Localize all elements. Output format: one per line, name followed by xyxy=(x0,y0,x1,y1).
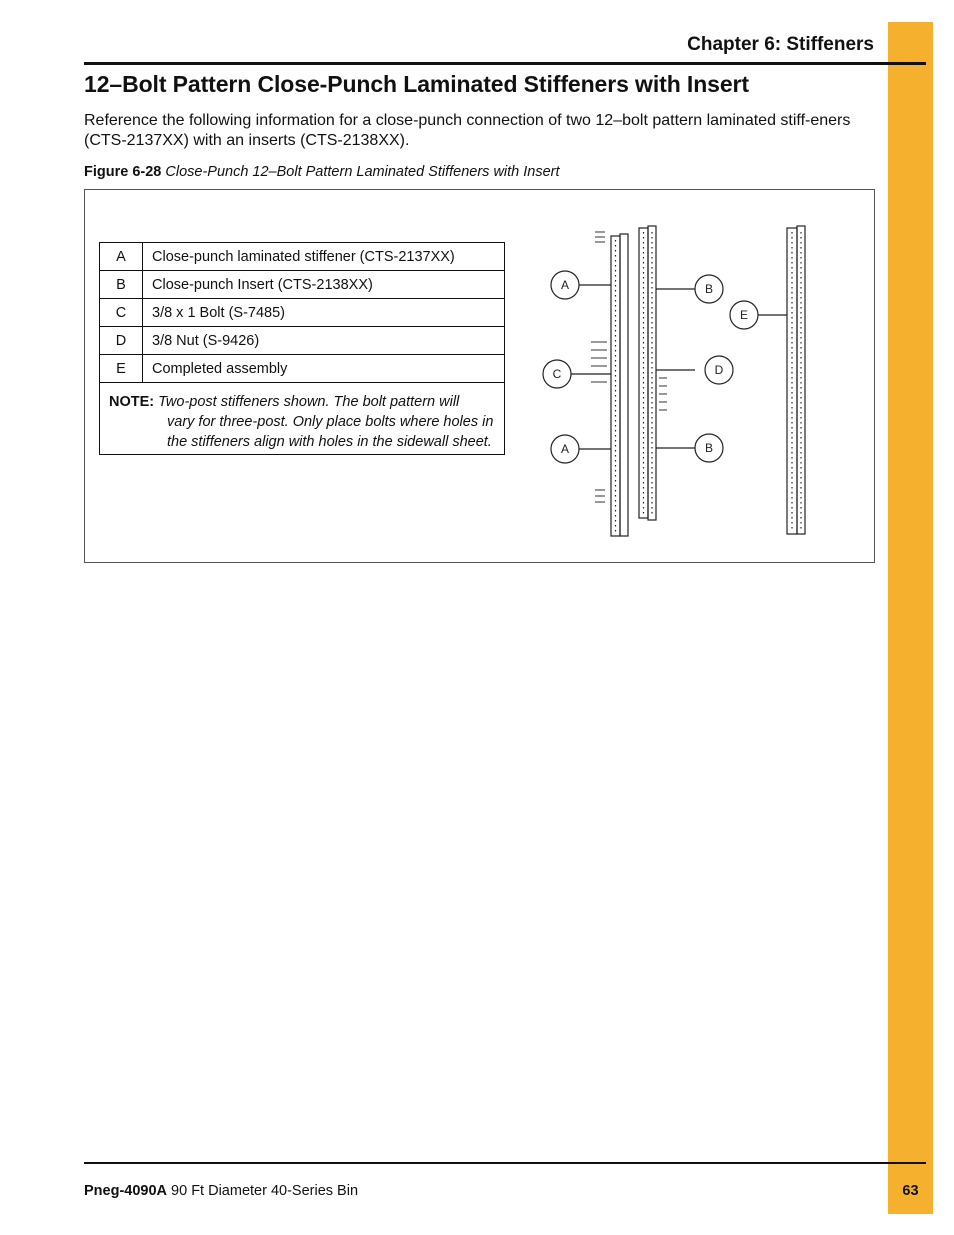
legend-desc: Close-punch laminated stiffener (CTS-2137XX) xyxy=(152,248,455,265)
note-text-rest: vary for three-post. Only place bolts where holes in the stiffeners align with holes in the sidewall sheet. xyxy=(167,414,494,450)
bolt-group xyxy=(591,232,607,502)
callout-c xyxy=(543,360,571,388)
stiffener-a-post xyxy=(611,234,628,536)
figure-caption-text: Close-Punch 12–Bolt Pattern Laminated Stiffeners with Insert xyxy=(165,164,560,180)
assembly-e-post xyxy=(787,226,805,534)
legend-row xyxy=(100,327,504,355)
svg-text:E: E xyxy=(739,308,749,322)
page-number: 63 xyxy=(902,1183,919,1199)
legend-desc: Close-punch Insert (CTS-2138XX) xyxy=(152,276,373,293)
legend-key: A xyxy=(100,243,143,270)
callout-a-top xyxy=(551,271,579,299)
legend-row xyxy=(100,299,504,327)
legend-table xyxy=(99,242,505,455)
stiffener-diagram xyxy=(525,220,865,545)
legend-row xyxy=(100,243,504,271)
legend-key: D xyxy=(100,327,143,354)
note-text-first: Two-post stiffeners shown. The bolt pattern will xyxy=(158,394,460,410)
doc-title: 90 Ft Diameter 40-Series Bin xyxy=(167,1183,359,1199)
stiffener-b-post xyxy=(639,226,656,520)
legend-key: E xyxy=(100,355,143,382)
callout-d xyxy=(705,356,733,384)
legend-desc: Completed assembly xyxy=(152,360,288,377)
note-label: NOTE: xyxy=(109,394,155,410)
svg-text:D: D xyxy=(714,363,724,377)
figure-caption xyxy=(84,164,560,180)
legend-desc: 3/8 Nut (S-9426) xyxy=(152,332,260,349)
svg-text:C: C xyxy=(552,367,562,381)
doc-id: Pneg-4090A xyxy=(84,1183,168,1199)
callout-b-top xyxy=(695,275,723,303)
callout-a-bottom xyxy=(551,435,579,463)
intro-paragraph: Reference the following information for a close-punch connection of two 12–bolt pattern laminated stiff-eners (CTS-2137XX) with an inserts (CTS-2138XX). xyxy=(84,112,851,149)
footer-doc xyxy=(84,1183,358,1199)
svg-text:B: B xyxy=(704,282,714,296)
legend-desc: 3/8 x 1 Bolt (S-7485) xyxy=(152,304,285,321)
svg-text:A: A xyxy=(560,278,570,292)
chapter-color-tab xyxy=(888,22,933,1214)
nut-group xyxy=(659,370,667,410)
figure-number: Figure 6-28 xyxy=(84,164,162,180)
legend-key: B xyxy=(100,271,143,298)
callout-e xyxy=(730,301,758,329)
footer-rule xyxy=(84,1162,926,1164)
chapter-heading: Chapter 6: Stiffeners xyxy=(687,34,874,55)
header-rule xyxy=(84,62,926,65)
figure-frame xyxy=(84,189,875,563)
callout-b-bottom xyxy=(695,434,723,462)
legend-note xyxy=(100,383,504,454)
svg-text:B: B xyxy=(704,441,714,455)
legend-row xyxy=(100,355,504,383)
legend-row xyxy=(100,271,504,299)
svg-text:A: A xyxy=(560,442,570,456)
section-title: 12–Bolt Pattern Close-Punch Laminated Stiffeners with Insert xyxy=(84,71,749,97)
legend-key: C xyxy=(100,299,143,326)
